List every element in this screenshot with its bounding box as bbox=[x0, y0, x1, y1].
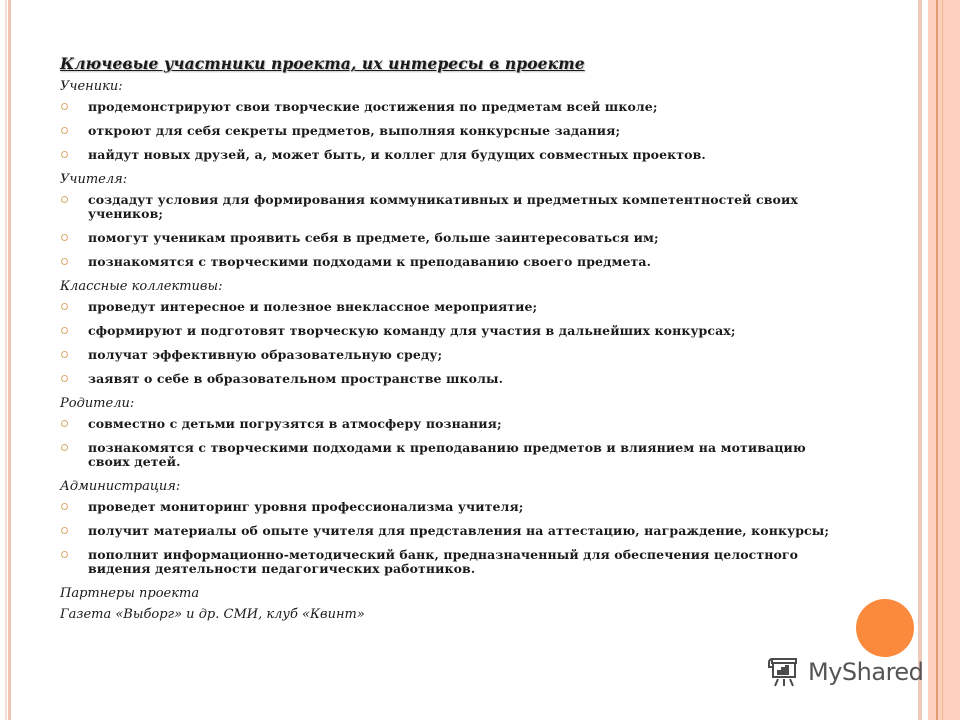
circle-bullet-icon bbox=[61, 103, 68, 110]
circle-bullet-icon bbox=[61, 551, 68, 558]
slide-title: Ключевые участники проекта, их интересы в проекте bbox=[60, 54, 585, 73]
right-border-band bbox=[928, 0, 960, 720]
right-border-line bbox=[936, 0, 938, 720]
left-border-stripe bbox=[5, 0, 7, 720]
list-item bbox=[60, 324, 840, 338]
bullet-list bbox=[60, 417, 840, 469]
circle-bullet-icon bbox=[61, 527, 68, 534]
list-item bbox=[60, 524, 840, 538]
list-item-text: совместно с детьми погрузятся в атмосферу познания; bbox=[88, 416, 502, 431]
circle-bullet-icon bbox=[61, 375, 68, 382]
left-border-stripe bbox=[8, 0, 11, 720]
section-label: Администрация: bbox=[60, 479, 181, 494]
partners-text: Газета «Выборг» и др. СМИ, клуб «Квинт» bbox=[60, 607, 365, 622]
sections-container bbox=[60, 79, 840, 576]
list-item-text: сформируют и подготовят творческую команду для участия в дальнейших конкурсах; bbox=[88, 323, 736, 338]
list-item bbox=[60, 348, 840, 362]
list-item bbox=[60, 300, 840, 314]
list-item-text: заявят о себе в образовательном пространстве школы. bbox=[88, 371, 504, 386]
circle-bullet-icon bbox=[61, 127, 68, 134]
circle-bullet-icon bbox=[61, 420, 68, 427]
list-item bbox=[60, 148, 840, 162]
list-item bbox=[60, 441, 840, 469]
orange-circle-decoration bbox=[856, 599, 914, 657]
circle-bullet-icon bbox=[61, 327, 68, 334]
list-item bbox=[60, 417, 840, 431]
list-item-text: продемонстрируют свои творческие достижения по предметам всей школе; bbox=[88, 99, 658, 114]
bullet-list bbox=[60, 193, 840, 269]
watermark-text: MyShared bbox=[808, 658, 924, 686]
slide-content bbox=[60, 54, 840, 628]
circle-bullet-icon bbox=[61, 444, 68, 451]
presentation-board-icon bbox=[768, 655, 802, 689]
list-item-text: познакомятся с творческими подходами к преподаванию своего предмета. bbox=[88, 254, 652, 269]
circle-bullet-icon bbox=[61, 234, 68, 241]
section-label: Ученики: bbox=[60, 79, 123, 94]
list-item-text: пополнит информационно-методический банк, предназначенный для обеспечения целостного видения деятельности педагогических работников. bbox=[88, 547, 799, 576]
right-border-line bbox=[942, 0, 943, 720]
circle-bullet-icon bbox=[61, 503, 68, 510]
circle-bullet-icon bbox=[61, 196, 68, 203]
list-item-text: получит материалы об опыте учителя для представления на аттестацию, награждение, конкурсы; bbox=[88, 523, 830, 538]
list-item bbox=[60, 100, 840, 114]
list-item bbox=[60, 231, 840, 245]
list-item bbox=[60, 255, 840, 269]
circle-bullet-icon bbox=[61, 258, 68, 265]
section-label: Классные коллективы: bbox=[60, 279, 223, 294]
list-item bbox=[60, 548, 840, 576]
bullet-list bbox=[60, 500, 840, 576]
list-item-text: проведут интересное и полезное внеклассное мероприятие; bbox=[88, 299, 538, 314]
list-item-text: познакомятся с творческими подходами к преподаванию предметов и влиянием на мотивацию своих детей. bbox=[88, 440, 806, 469]
list-item bbox=[60, 124, 840, 138]
list-item bbox=[60, 372, 840, 386]
list-item bbox=[60, 193, 840, 221]
myshared-watermark bbox=[768, 655, 923, 689]
section-label: Учителя: bbox=[60, 172, 128, 187]
circle-bullet-icon bbox=[61, 151, 68, 158]
partners-label: Партнеры проекта bbox=[60, 586, 200, 601]
list-item-text: найдут новых друзей, а, может быть, и коллег для будущих совместных проектов. bbox=[88, 147, 706, 162]
list-item-text: помогут ученикам проявить себя в предмете, больше заинтересоваться им; bbox=[88, 230, 659, 245]
section-label: Родители: bbox=[60, 396, 135, 411]
circle-bullet-icon bbox=[61, 351, 68, 358]
list-item-text: создадут условия для формирования коммуникативных и предметных компетентностей своих учеников; bbox=[88, 192, 798, 221]
right-border-stripe bbox=[918, 0, 922, 720]
list-item-text: проведет мониторинг уровня профессионализма учителя; bbox=[88, 499, 524, 514]
bullet-list bbox=[60, 300, 840, 386]
list-item bbox=[60, 500, 840, 514]
circle-bullet-icon bbox=[61, 303, 68, 310]
list-item-text: откроют для себя секреты предметов, выполняя конкурсные задания; bbox=[88, 123, 621, 138]
list-item-text: получат эффективную образовательную среду; bbox=[88, 347, 443, 362]
bullet-list bbox=[60, 100, 840, 162]
